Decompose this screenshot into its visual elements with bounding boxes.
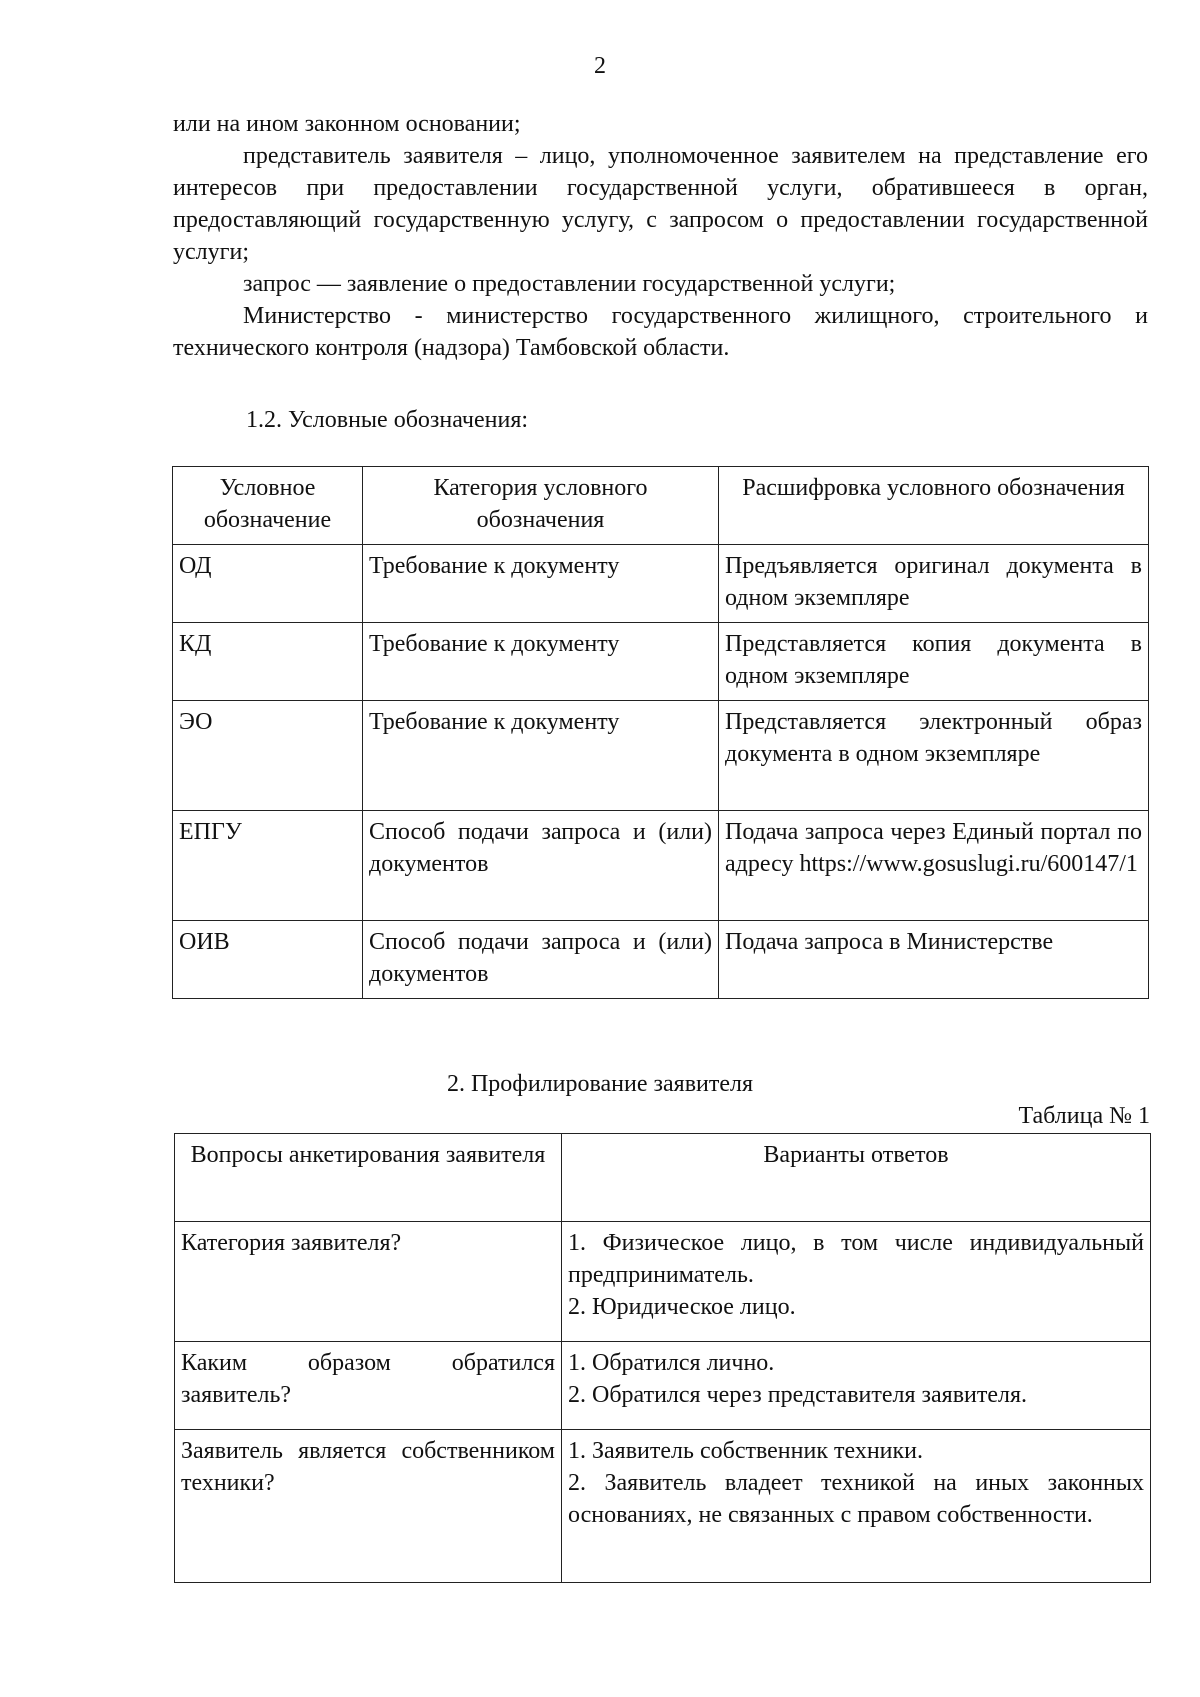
answer-option: 1. Физическое лицо, в том числе индивидуальный предприниматель. xyxy=(568,1230,1144,1288)
profiling-answers xyxy=(562,1342,1151,1430)
profiling-answers xyxy=(562,1222,1151,1342)
legend-description: Представляется электронный образ документа в одном экземпляре xyxy=(719,701,1149,811)
table-caption: Таблица № 1 xyxy=(1018,1103,1150,1129)
page-number: 2 xyxy=(594,53,606,79)
profiling-answers xyxy=(562,1430,1151,1583)
answer-option: 1. Заявитель собственник техники. xyxy=(568,1438,924,1464)
column-header: Категория условного обозначения xyxy=(363,467,719,545)
legend-description: Подача запроса через Единый портал по адресу https://www.gosuslugi.ru/600147/1 xyxy=(719,811,1149,921)
table-row xyxy=(173,545,1149,623)
legend-description: Предъявляется оригинал документа в одном экземпляре xyxy=(719,545,1149,623)
profiling-question: Заявитель является собственником техники? xyxy=(175,1430,562,1583)
answer-option: 2. Юридическое лицо. xyxy=(568,1294,796,1320)
table-row xyxy=(173,921,1149,999)
table-row xyxy=(173,623,1149,701)
legend-category: Требование к документу xyxy=(363,545,719,623)
legend-description: Представляется копия документа в одном экземпляре xyxy=(719,623,1149,701)
legend-category: Требование к документу xyxy=(363,623,719,701)
answer-option: 1. Обратился лично. xyxy=(568,1350,775,1376)
column-header: Вопросы анкетирования заявителя xyxy=(175,1134,562,1222)
table-row xyxy=(175,1342,1151,1430)
profiling-question: Каким образом обратился заявитель? xyxy=(175,1342,562,1430)
paragraph: запрос — заявление о предоставлении государственной услуги; xyxy=(243,271,896,297)
table-header-row xyxy=(173,467,1149,545)
legend-category: Способ подачи запроса и (или) документов xyxy=(363,921,719,999)
profiling-table xyxy=(174,1133,1151,1583)
legend-category: Требование к документу xyxy=(363,701,719,811)
legend-heading: 1.2. Условные обозначения: xyxy=(246,407,529,433)
table-row xyxy=(175,1430,1151,1583)
legend-code: ЭО xyxy=(173,701,363,811)
paragraph: Министерство - министерство государственного жилищного, строительного и технического контроля (надзора) Тамбовской области. xyxy=(173,303,1148,361)
answer-option: 2. Обратился через представителя заявителя. xyxy=(568,1382,1028,1408)
legend-code: ЕПГУ xyxy=(173,811,363,921)
column-header: Расшифровка условного обозначения xyxy=(719,467,1149,545)
table-row xyxy=(175,1222,1151,1342)
legend-table xyxy=(172,466,1149,999)
legend-category: Способ подачи запроса и (или) документов xyxy=(363,811,719,921)
table-row xyxy=(173,701,1149,811)
legend-description: Подача запроса в Министерстве xyxy=(719,921,1149,999)
legend-code: КД xyxy=(173,623,363,701)
column-header: Варианты ответов xyxy=(562,1134,1151,1222)
legend-code: ОИВ xyxy=(173,921,363,999)
definitions-text xyxy=(173,108,1148,364)
table-row xyxy=(173,811,1149,921)
table-header-row xyxy=(175,1134,1151,1222)
column-header: Условное обозначение xyxy=(173,467,363,545)
profiling-heading: 2. Профилирование заявителя xyxy=(446,1071,754,1097)
profiling-question: Категория заявителя? xyxy=(175,1222,562,1342)
legend-code: ОД xyxy=(173,545,363,623)
paragraph: или на ином законном основании; xyxy=(173,111,521,137)
answer-option: 2. Заявитель владеет техникой на иных законных основаниях, не связанных с правом собственности. xyxy=(568,1470,1144,1528)
paragraph: представитель заявителя – лицо, уполномоченное заявителем на представление его интересов при предоставлении государственной услуги, обратившееся в орган, предоставляющий государственную услугу, с запросом о предоставлении государственной услуги; xyxy=(173,143,1148,265)
